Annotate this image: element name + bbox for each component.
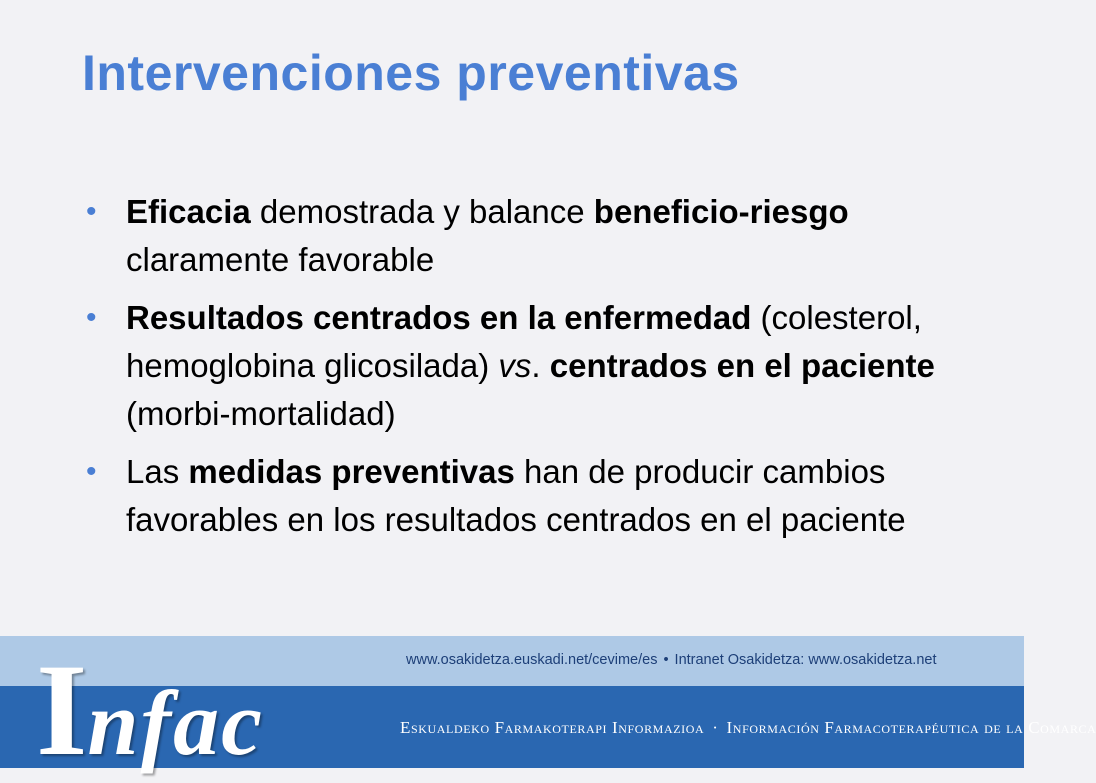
bullet-marker: • (86, 195, 97, 228)
bullet-item-preventive-measures (82, 448, 962, 544)
bullet-bold-text: medidas preventivas (188, 453, 515, 490)
bullet-marker: • (86, 455, 97, 488)
bullet-bold-text: Resultados centrados en la enfermedad (126, 299, 752, 336)
bullet-italic-text: vs (498, 347, 532, 384)
infac-logo (36, 636, 265, 783)
bullet-item-efficacy (82, 188, 962, 284)
bullet-text: (colesterol, hemoglobina glicosilada) (126, 299, 922, 384)
bullet-bold-text: Eficacia (126, 193, 251, 230)
cevime-link[interactable]: www.osakidetza.euskadi.net/cevime/es (406, 652, 658, 668)
link-separator: • (663, 652, 669, 668)
intranet-link[interactable]: Intranet Osakidetza: www.osakidetza.net (674, 652, 937, 668)
subtitle-basque: Eskualdeko Farmakoterapi Informazioa (400, 718, 705, 737)
bullet-text: (morbi-mortalidad) (126, 395, 396, 432)
bullet-text: han de producir cambios favorables en los resultados centrados en el paciente (126, 453, 906, 538)
bullet-text: Las (126, 453, 189, 490)
subtitle-spanish: Información Farmacoterapéutica de la Comarca (726, 718, 1096, 737)
bullet-item-outcomes (82, 294, 962, 438)
subtitle-separator: · (712, 718, 719, 737)
bullet-text: claramente favorable (126, 241, 435, 278)
footer-subtitle (400, 718, 1096, 738)
bullet-bold-text: beneficio-riesgo (593, 193, 849, 230)
logo-initial: I (36, 636, 88, 783)
logo-text: nfac (87, 672, 265, 774)
bullet-list (82, 188, 962, 554)
bullet-marker: • (86, 301, 97, 334)
slide-title: Intervenciones preventivas (82, 45, 740, 101)
bullet-text: demostrada y balance (250, 193, 594, 230)
bullet-bold-text: centrados en el paciente (549, 347, 935, 384)
bullet-text: . (531, 347, 550, 384)
footer-links (406, 652, 937, 668)
